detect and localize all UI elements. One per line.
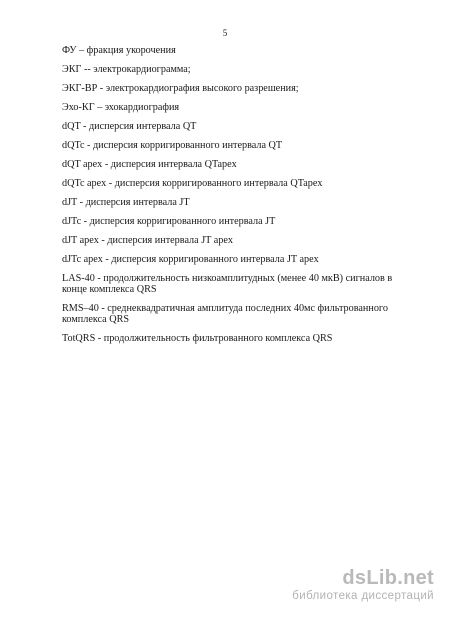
- abbreviation-item: dQTc apex - дисперсия корригированного интервала QTapex: [62, 178, 323, 189]
- abbreviation-item: RMS–40 - среднеквадратичная амплитуда последних 40мс фильтрованного комплекса QRS: [62, 303, 388, 325]
- abbreviation-item: dQT - дисперсия интервала QT: [62, 121, 197, 132]
- abbreviation-item: dQTc - дисперсия корригированного интервала QT: [62, 140, 283, 151]
- abbreviation-item: LAS-40 - продолжительность низкоамплитудных (менее 40 мкВ) сигналов в конце комплекса QRS: [62, 273, 393, 295]
- abbreviation-item: Эхо-КГ – эхокардиография: [62, 102, 180, 113]
- abbreviation-item: dJT apex - дисперсия интервала JT apex: [62, 235, 233, 246]
- watermark: [292, 568, 434, 603]
- abbreviation-item: dJT - дисперсия интервала JT: [62, 197, 190, 208]
- abbreviation-list: [62, 45, 412, 352]
- abbreviation-item: dQT apex - дисперсия интервала QTapex: [62, 159, 237, 170]
- abbreviation-item: ФУ – фракция укорочения: [62, 45, 176, 56]
- page-number: 5: [222, 28, 228, 38]
- watermark-logo: dsLib.net: [342, 567, 434, 589]
- abbreviation-item: dJTc apex - дисперсия корригированного интервала JT apex: [62, 254, 319, 265]
- abbreviation-item: ЭКГ -- электрокардиограмма;: [62, 64, 191, 75]
- abbreviation-item: TotQRS - продолжительность фильтрованного комплекса QRS: [62, 333, 333, 344]
- watermark-tagline: библиотека диссертаций: [292, 590, 434, 602]
- abbreviation-item: ЭКГ-ВР - электрокардиография высокого разрешения;: [62, 83, 299, 94]
- abbreviation-item: dJTc - дисперсия корригированного интервала JT: [62, 216, 276, 227]
